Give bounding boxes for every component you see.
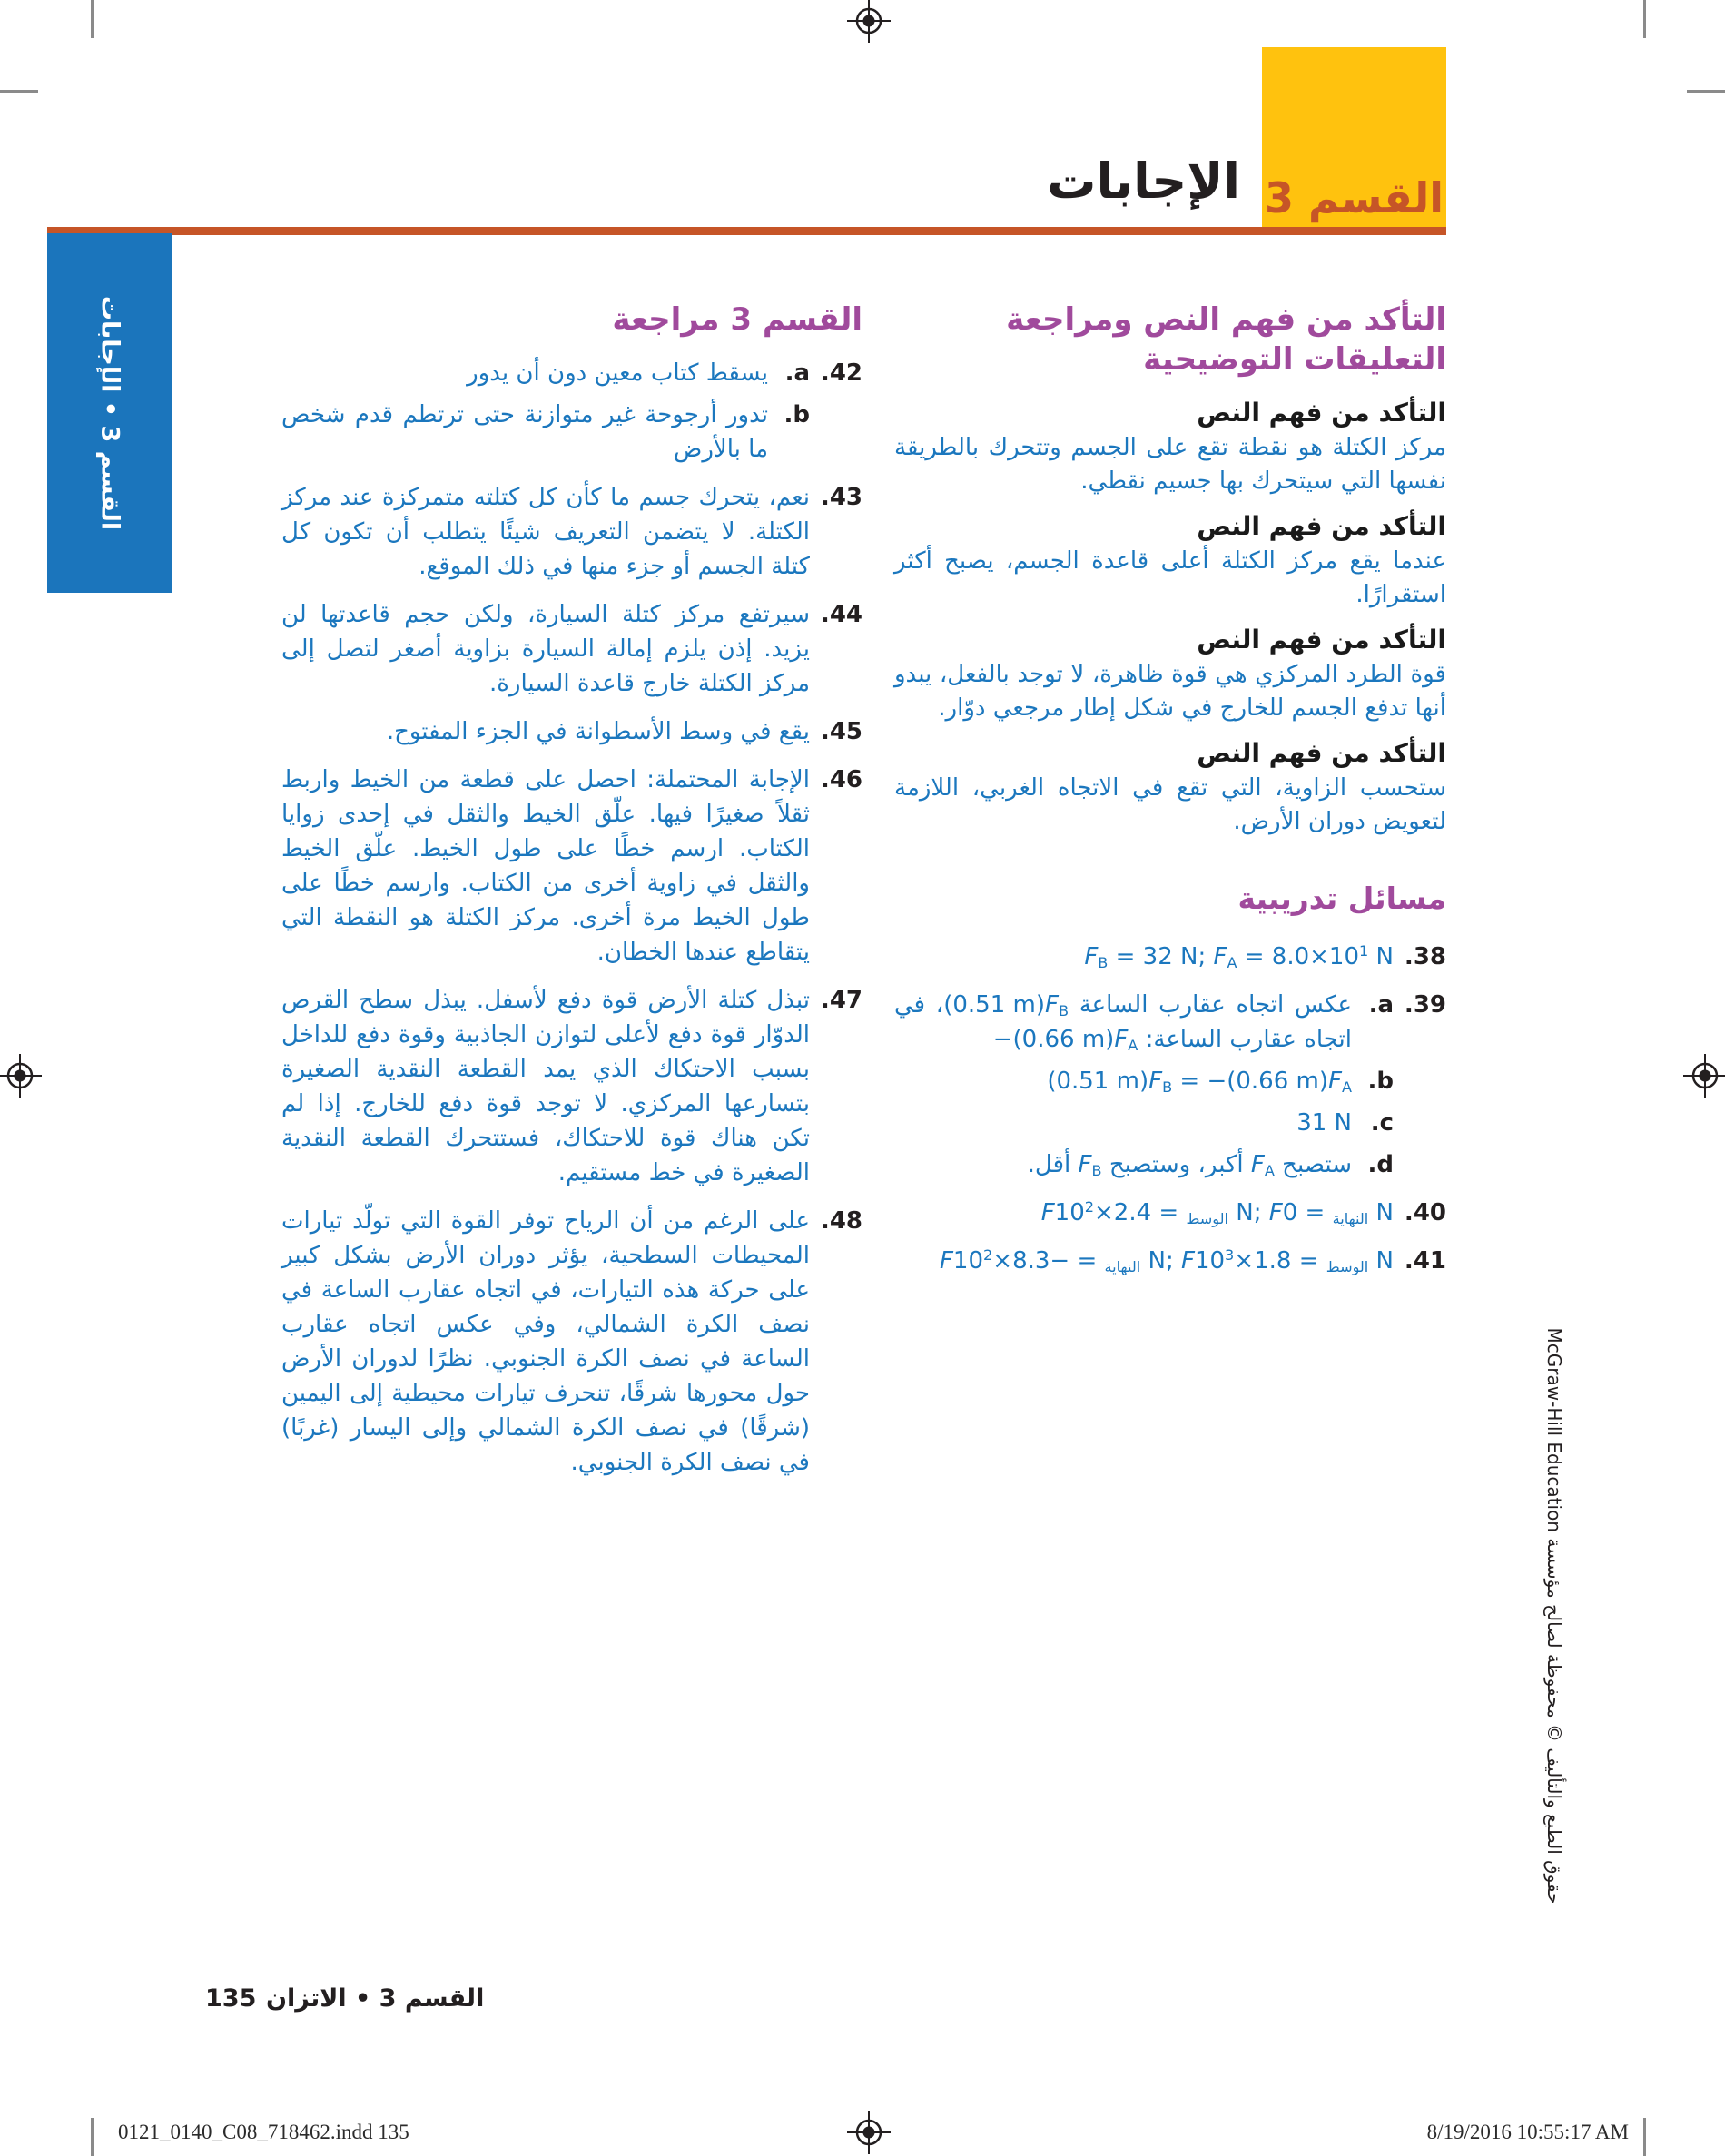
section-subhead: التأكد من فهم النص xyxy=(1197,398,1446,428)
answer-item-42 xyxy=(281,356,862,467)
section-body: مركز الكتلة هو نقطة تقع على الجسم وتتحرك بالطريقة نفسها التي سيتحرك بها جسيم نقطي. xyxy=(894,434,1446,495)
crop-mark-left-horizontal xyxy=(0,90,38,93)
crop-mark-bottom-left-vertical xyxy=(91,2118,94,2156)
reading-check-section xyxy=(894,736,1446,839)
answer-item-40 xyxy=(894,1196,1446,1230)
answer-text: ستصبح $F_A$ أكبر، وستصبح $F_B$ أقل. xyxy=(1027,1151,1352,1180)
reading-check-section xyxy=(894,623,1446,725)
answer-number: 45. xyxy=(820,718,862,745)
part-letter: d. xyxy=(1367,1151,1394,1178)
part-letter: b. xyxy=(784,401,810,428)
answer-text: الإجابة المحتملة: احصل على قطعة من الخيط واربط ثقلاً صغيرًا فيها. علّق الخيط والثقل في إحدى زوايا الكتاب. ارسم خطًا على طول الخيط. علّق الخيط والثقل في زاوية أخرى من الكتاب. وارسم خطًا على طول الخيط مرة أخرى. مركز الكتلة هو النقطة التي يتقاطع عندها الخطان. xyxy=(281,766,810,966)
header-rule xyxy=(47,227,1446,235)
answer-text: تدور أرجوحة غير متوازنة حتى ترتطم قدم شخص ما بالأرض xyxy=(281,401,768,463)
section-review-heading: القسم 3 مراجعة xyxy=(612,301,862,338)
chapter-footer-label: القسم 3 • الاتزان xyxy=(266,1984,485,2013)
side-tab-label: القسم 3 • الإجابات xyxy=(95,295,124,531)
answer-text: تبذل كتلة الأرض قوة دفع لأسفل. يبذل سطح القرص الدوّار قوة دفع لأعلى لتوازن الجاذبية وقوة دفع للداخل بسبب الاحتكاك الذي يمد القطعة النقدية الصغيرة بتسارعها المركزي. لا توجد قوة دفع للخارج. إذا لم تكن هناك قوة للاحتكاك، فستتحرك القطعة النقدية الصغيرة في خط مستقيم. xyxy=(281,987,810,1186)
answer-part-b xyxy=(281,398,810,467)
section-number-box xyxy=(1262,47,1446,227)
registration-mark-top-icon xyxy=(847,0,891,43)
page-number: 135 xyxy=(205,1984,257,2013)
reading-check-section xyxy=(894,396,1446,498)
answer-text: يسقط كتاب معين دون أن يدور xyxy=(467,359,768,387)
answer-number: 41. xyxy=(1404,1247,1446,1275)
section-box-label: القسم 3 xyxy=(1264,173,1444,223)
reading-check-section xyxy=(894,509,1446,612)
crop-mark-bottom-right-vertical xyxy=(1643,2118,1646,2156)
answer-number: 40. xyxy=(1404,1199,1446,1226)
answer-number: 43. xyxy=(820,484,862,511)
answer-text: يقع في وسط الأسطوانة في الجزء المفتوح. xyxy=(386,718,810,745)
answer-part-a xyxy=(281,356,810,390)
practice-problems-heading: مسائل تدريبية xyxy=(1237,881,1446,916)
answer-number: 48. xyxy=(820,1207,862,1235)
part-letter: c. xyxy=(1370,1109,1394,1137)
answer-item-47 xyxy=(281,983,862,1190)
answer-item-45 xyxy=(281,714,862,749)
answer-text: (0.51 $m)F_B = -(0.66$ $m)F_A$ xyxy=(1047,1068,1352,1097)
crop-mark-top-left-vertical xyxy=(91,0,94,38)
right-column xyxy=(894,300,1446,1292)
answer-part-a xyxy=(894,988,1394,1057)
answer-number: 46. xyxy=(820,766,862,793)
registration-mark-left-icon xyxy=(0,1054,42,1098)
answer-number: 44. xyxy=(820,601,862,628)
answer-item-44 xyxy=(281,597,862,701)
answer-text: عكس اتجاه عقارب الساعة (0.51 $m)F_B،$ في اتجاه عقارب الساعة: −(0.66 $m)F_A$ xyxy=(894,991,1352,1055)
section-body: ستحسب الزاوية، التي تقع في الاتجاه الغربي، اللازمة لتعويض دوران الأرض. xyxy=(894,774,1446,835)
registration-mark-bottom-icon xyxy=(847,2111,891,2154)
answer-number: 47. xyxy=(820,987,862,1014)
section-subhead: التأكد من فهم النص xyxy=(1197,738,1446,768)
section-body: عندما يقع مركز الكتلة أعلى قاعدة الجسم، يصبح أكثر استقرارًا. xyxy=(894,547,1446,608)
section-side-tab xyxy=(47,233,172,593)
print-slug-filename: 0121_0140_C08_718462.indd 135 xyxy=(118,2121,409,2143)
part-letter: a. xyxy=(784,359,810,387)
section-subhead: التأكد من فهم النص xyxy=(1197,511,1446,541)
part-letter: a. xyxy=(1368,991,1394,1019)
crop-mark-right-horizontal xyxy=(1687,90,1725,93)
registration-mark-right-icon xyxy=(1683,1054,1725,1098)
answer-part-d xyxy=(894,1147,1394,1182)
section-subhead: التأكد من فهم النص xyxy=(1197,625,1446,655)
answer-text: نعم، يتحرك جسم ما كأن كل كتلته متمركزة عند مركز الكتلة. لا يتضمن التعريف شيئًا يتطلب أن تكون كل كتلة الجسم أو جزء منها في ذلك الموقع. xyxy=(281,484,810,580)
left-column xyxy=(281,300,862,1493)
answer-item-41 xyxy=(894,1244,1446,1278)
page-title: الإجابات xyxy=(1047,153,1240,210)
copyright-text: حقوق الطبع والتأليف © محفوظة لصالح مؤسسة McGraw-Hill Education xyxy=(1543,1327,1565,1905)
print-slug-timestamp: 8/19/2016 10:55:17 AM xyxy=(1426,2121,1629,2143)
answer-part-c xyxy=(894,1106,1394,1140)
answer-item-46 xyxy=(281,763,862,970)
answer-text: على الرغم من أن الرياح توفر القوة التي تولّد تيارات المحيطات السطحية، يؤثر دوران الأرض بشكل كبير على حركة هذه التيارات، في اتجاه عقارب الساعة في نصف الكرة الشمالي، وفي عكس اتجاه عقارب الساعة في نصف الكرة الجنوبي. نظرًا لدوران الأرض حول محورها شرقًا، تنحرف تيارات محيطية إلى اليمين (شرقًا) في نصف الكرة الشمالي وإلى اليسار (غربًا) في نصف الكرة الجنوبي. xyxy=(281,1207,810,1476)
answer-text: 31 N xyxy=(1296,1109,1352,1137)
answer-part-b xyxy=(894,1064,1394,1098)
reading-check-heading: التأكد من فهم النص ومراجعة التعليقات التوضيحية xyxy=(1006,301,1446,378)
answer-item-43 xyxy=(281,480,862,584)
answer-text: سيرتفع مركز كتلة السيارة، ولكن حجم قاعدتها لن يزيد. إذن يلزم إمالة السيارة بزاوية أصغر لتصل إلى مركز الكتلة خارج قاعدة السيارة. xyxy=(281,601,810,697)
answer-number: 38. xyxy=(1404,943,1446,970)
answer-number: 39. xyxy=(1404,991,1446,1019)
answer-item-48 xyxy=(281,1204,862,1480)
answer-text: F $_{النهاية} = -8.3\times 10^2$ N; F $_{الوسط} = 1.8\times 10^3$ N xyxy=(939,1246,1394,1276)
section-body: قوة الطرد المركزي هي قوة ظاهرة، لا توجد بالفعل، يبدو أنها تدفع الجسم للخارج في شكل إطار مرجعي دوّار. xyxy=(894,661,1446,722)
answer-item-38 xyxy=(894,940,1446,974)
part-letter: b. xyxy=(1367,1068,1394,1095)
answer-item-39 xyxy=(894,988,1446,1182)
answer-text: $F_B = 32$ N; $F_A = 8.0\times 10^1$ N xyxy=(1084,942,1394,972)
answer-number: 42. xyxy=(820,359,862,387)
crop-mark-top-right-vertical xyxy=(1643,0,1646,38)
answer-text: F $_{الوسط} = 2.4\times 10^2$ N; F $_{النهاية}$ = 0 N xyxy=(1040,1198,1394,1228)
